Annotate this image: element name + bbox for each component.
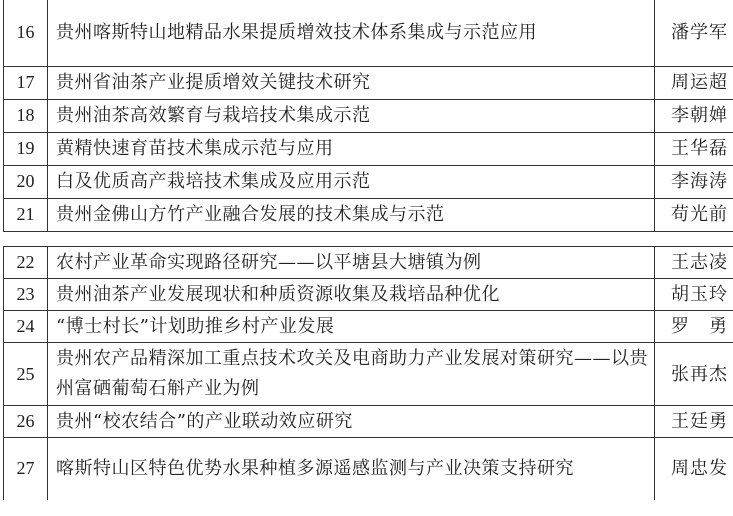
table-row (4, 132, 733, 165)
project-title: 农村产业革命实现路径研究——以平塘县大塘镇为例 (48, 247, 655, 279)
table-row (4, 406, 733, 438)
project-title: “博士村长”计划助推乡村产业发展 (48, 311, 655, 343)
row-number: 23 (4, 279, 48, 311)
row-number: 21 (4, 198, 48, 231)
project-leader: 王志凌 (655, 247, 733, 279)
project-title-text: 贵州喀斯特山地精品水果提质增效技术体系集成与示范应用 (56, 21, 537, 43)
project-leader: 周忠发 (655, 438, 733, 500)
project-leader: 王华磊 (655, 132, 733, 165)
table-row (4, 343, 733, 406)
project-title: 白及优质高产栽培技术集成及应用示范 (48, 165, 655, 198)
project-title-text: 喀斯特山区特色优势水果种植多源遥感监测与产业决策支持研究 (56, 457, 574, 479)
project-title: 贵州省油茶产业提质增效关键技术研究 (48, 66, 655, 99)
table-row (4, 198, 733, 231)
project-title: 贵州“校农结合”的产业联动效应研究 (48, 406, 655, 438)
row-number: 18 (4, 99, 48, 132)
project-title (48, 0, 655, 66)
project-leader: 潘学军 (655, 0, 733, 66)
table-row (4, 0, 733, 66)
row-number: 19 (4, 132, 48, 165)
page-break-gap (0, 234, 733, 246)
row-number: 25 (4, 343, 48, 406)
row-number: 16 (4, 0, 48, 66)
table-row (4, 66, 733, 99)
project-leader: 胡玉玲 (655, 279, 733, 311)
project-leader: 李朝婵 (655, 99, 733, 132)
project-title: 贵州油茶产业发展现状和种质资源收集及栽培品种优化 (48, 279, 655, 311)
table-row (4, 279, 733, 311)
table-row (4, 247, 733, 279)
row-number: 22 (4, 247, 48, 279)
project-title: 贵州金佛山方竹产业融合发展的技术集成与示范 (48, 198, 655, 231)
project-leader: 李海涛 (655, 165, 733, 198)
table-row (4, 165, 733, 198)
row-number: 17 (4, 66, 48, 99)
project-leader: 王廷勇 (655, 406, 733, 438)
project-leader: 张再杰 (655, 343, 733, 406)
table-row (4, 311, 733, 343)
project-leader: 周运超 (655, 66, 733, 99)
project-leader: 罗 勇 (655, 311, 733, 343)
project-table-part2 (3, 246, 733, 500)
project-title: 黄精快速育苗技术集成示范与应用 (48, 132, 655, 165)
project-table-part1 (3, 0, 733, 232)
row-number: 26 (4, 406, 48, 438)
row-number: 27 (4, 438, 48, 500)
project-title (48, 438, 655, 500)
project-title-text: 贵州农产品精深加工重点技术攻关及电商助力产业发展对策研究——以贵州富硒葡萄石斛产业为例 (56, 348, 648, 399)
project-leader: 苟光前 (655, 198, 733, 231)
row-number: 20 (4, 165, 48, 198)
row-number: 24 (4, 311, 48, 343)
table-row (4, 99, 733, 132)
project-title (48, 343, 655, 406)
project-title: 贵州油茶高效繁育与栽培技术集成示范 (48, 99, 655, 132)
table-row (4, 438, 733, 500)
